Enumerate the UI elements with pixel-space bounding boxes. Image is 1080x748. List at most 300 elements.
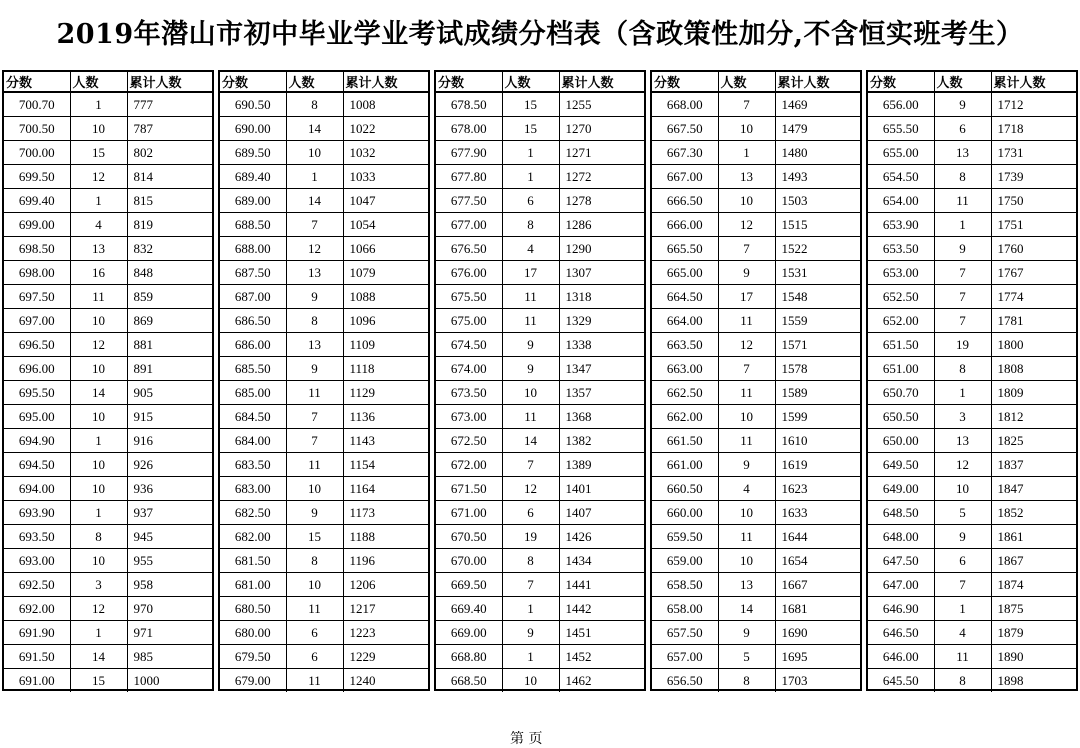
count-cell: 10	[286, 141, 343, 165]
score-cell: 646.90	[868, 597, 934, 621]
score-cell: 645.50	[868, 669, 934, 693]
cumulative-cell: 1096	[343, 309, 428, 333]
score-cell: 653.90	[868, 213, 934, 237]
count-cell: 12	[70, 333, 127, 357]
table-row	[652, 237, 860, 261]
score-cell: 670.00	[436, 549, 502, 573]
count-cell: 15	[286, 525, 343, 549]
count-cell: 1	[934, 213, 991, 237]
cumulative-cell: 1480	[775, 141, 860, 165]
cumulative-cell: 1196	[343, 549, 428, 573]
table-row	[4, 669, 212, 693]
table-row	[868, 117, 1076, 141]
cumulative-cell: 1760	[991, 237, 1076, 261]
score-cell: 695.50	[4, 381, 70, 405]
count-cell: 9	[718, 621, 775, 645]
score-cell: 655.50	[868, 117, 934, 141]
table-row	[436, 92, 644, 117]
cumulative-cell: 915	[127, 405, 212, 429]
cumulative-cell: 1240	[349, 672, 376, 688]
count-cell: 11	[286, 381, 343, 405]
score-cell: 676.50	[436, 237, 502, 261]
table-row	[436, 405, 644, 429]
score-cell: 691.00	[4, 669, 70, 693]
table-row	[220, 525, 428, 549]
count-cell: 1	[502, 645, 559, 669]
table-row	[4, 213, 212, 237]
score-cell: 672.00	[436, 453, 502, 477]
cumulative-cell: 1890	[991, 645, 1076, 669]
header-row	[4, 72, 212, 92]
table-row	[868, 621, 1076, 645]
header-count: 人数	[286, 72, 343, 92]
table-row	[220, 669, 428, 693]
cumulative-cell: 937	[127, 501, 212, 525]
cumulative-cell: 1118	[343, 357, 428, 381]
score-cell: 670.50	[436, 525, 502, 549]
count-cell: 10	[286, 477, 343, 501]
cumulative-cell: 1531	[775, 261, 860, 285]
count-cell: 11	[502, 309, 559, 333]
table-row	[652, 501, 860, 525]
score-cell: 653.50	[868, 237, 934, 261]
cumulative-cell: 1462	[565, 672, 592, 688]
cumulative-cell: 1522	[775, 237, 860, 261]
score-table	[220, 72, 428, 692]
score-cell: 650.50	[868, 405, 934, 429]
score-cell: 683.50	[220, 453, 286, 477]
count-cell: 7	[286, 213, 343, 237]
table-row	[868, 92, 1076, 117]
cumulative-cell: 1619	[775, 453, 860, 477]
table-row	[220, 165, 428, 189]
table-row	[868, 237, 1076, 261]
count-cell: 11	[502, 405, 559, 429]
table-row	[4, 381, 212, 405]
count-cell: 7	[718, 92, 775, 117]
count-cell: 11	[718, 381, 775, 405]
score-cell: 653.00	[868, 261, 934, 285]
table-row	[868, 333, 1076, 357]
header-cumulative: 累计人数	[127, 72, 212, 92]
score-cell: 654.50	[868, 165, 934, 189]
score-cell: 678.50	[436, 92, 502, 117]
count-cell: 13	[934, 429, 991, 453]
score-cell: 688.00	[220, 237, 286, 261]
table-row	[4, 357, 212, 381]
count-cell: 9	[286, 285, 343, 309]
count-cell: 10	[70, 309, 127, 333]
count-cell: 9	[502, 333, 559, 357]
table-row	[436, 621, 644, 645]
table-row	[4, 477, 212, 501]
count-cell: 11	[70, 285, 127, 309]
table-row	[652, 621, 860, 645]
score-cell: 654.00	[868, 189, 934, 213]
score-cell: 648.50	[868, 501, 934, 525]
count-cell: 1	[70, 429, 127, 453]
count-cell: 14	[286, 189, 343, 213]
score-cell: 663.00	[652, 357, 718, 381]
count-cell: 9	[934, 525, 991, 549]
header-cumulative: 累计人数	[991, 72, 1076, 92]
table-row	[652, 285, 860, 309]
header-cumulative: 累计人数	[559, 72, 644, 92]
score-cell: 688.50	[220, 213, 286, 237]
table-row	[652, 117, 860, 141]
score-cell: 698.00	[4, 261, 70, 285]
cumulative-cell: 814	[127, 165, 212, 189]
table-row	[652, 141, 860, 165]
cumulative-cell: 1800	[991, 333, 1076, 357]
cumulative-cell: 945	[127, 525, 212, 549]
score-cell: 694.50	[4, 453, 70, 477]
table-row	[868, 549, 1076, 573]
cumulative-cell: 1599	[775, 405, 860, 429]
cumulative-cell: 1739	[991, 165, 1076, 189]
table-row	[436, 573, 644, 597]
count-cell: 11	[934, 645, 991, 669]
table-row	[868, 309, 1076, 333]
cumulative-cell: 1875	[991, 597, 1076, 621]
cumulative-cell: 1847	[991, 477, 1076, 501]
count-cell: 15	[502, 92, 559, 117]
table-row	[220, 549, 428, 573]
table-row	[652, 669, 860, 693]
table-row	[4, 453, 212, 477]
table-row	[220, 92, 428, 117]
count-cell: 8	[70, 525, 127, 549]
cumulative-cell: 1272	[559, 165, 644, 189]
count-cell: 1	[286, 165, 343, 189]
count-cell: 11	[286, 669, 343, 693]
count-cell: 10	[502, 669, 559, 693]
table-row	[4, 309, 212, 333]
cumulative-cell: 1879	[991, 621, 1076, 645]
header-count: 人数	[718, 72, 775, 92]
cumulative-cell: 1206	[343, 573, 428, 597]
score-cell: 689.50	[220, 141, 286, 165]
cumulative-cell: 1382	[559, 429, 644, 453]
score-cell: 678.00	[436, 117, 502, 141]
count-cell: 10	[70, 549, 127, 573]
score-cell: 700.00	[4, 141, 70, 165]
table-row	[220, 237, 428, 261]
score-table-block-1	[2, 70, 214, 691]
score-cell: 665.50	[652, 237, 718, 261]
table-row	[868, 429, 1076, 453]
count-cell: 1	[934, 597, 991, 621]
count-cell: 9	[502, 621, 559, 645]
count-cell: 1	[718, 141, 775, 165]
table-row	[652, 453, 860, 477]
score-cell: 691.90	[4, 621, 70, 645]
count-cell: 19	[934, 333, 991, 357]
cumulative-cell: 1407	[559, 501, 644, 525]
count-cell: 17	[718, 285, 775, 309]
cumulative-cell: 1589	[775, 381, 860, 405]
score-cell: 662.50	[652, 381, 718, 405]
cumulative-cell: 1307	[559, 261, 644, 285]
score-table	[4, 72, 212, 692]
score-cell: 647.50	[868, 549, 934, 573]
score-cell: 694.90	[4, 429, 70, 453]
header-score: 分数	[436, 72, 502, 92]
count-cell: 10	[718, 405, 775, 429]
cumulative-cell: 1442	[559, 597, 644, 621]
score-cell: 686.50	[220, 309, 286, 333]
score-cell: 685.50	[220, 357, 286, 381]
score-cell: 677.90	[436, 141, 502, 165]
header-row	[868, 72, 1076, 92]
count-cell: 8	[286, 309, 343, 333]
header-score: 分数	[4, 72, 70, 92]
count-cell: 11	[502, 285, 559, 309]
score-cell: 697.00	[4, 309, 70, 333]
count-cell: 13	[70, 237, 127, 261]
score-cell: 667.30	[652, 141, 718, 165]
count-cell: 8	[286, 92, 343, 117]
table-row	[652, 92, 860, 117]
score-cell: 647.00	[868, 573, 934, 597]
count-cell: 13	[718, 573, 775, 597]
table-row	[4, 189, 212, 213]
cumulative-cell: 1451	[559, 621, 644, 645]
cumulative-cell: 1032	[343, 141, 428, 165]
count-cell: 1	[502, 597, 559, 621]
count-cell: 14	[70, 645, 127, 669]
cumulative-cell: 815	[127, 189, 212, 213]
table-row	[220, 189, 428, 213]
table-row	[220, 357, 428, 381]
table-row	[652, 213, 860, 237]
cumulative-cell: 1548	[775, 285, 860, 309]
table-row	[436, 189, 644, 213]
count-cell: 14	[718, 597, 775, 621]
score-table	[652, 72, 860, 692]
cumulative-cell: 1229	[343, 645, 428, 669]
table-row	[868, 285, 1076, 309]
cumulative-cell: 1751	[991, 213, 1076, 237]
score-cell: 650.00	[868, 429, 934, 453]
count-cell: 1	[70, 189, 127, 213]
cumulative-cell: 881	[127, 333, 212, 357]
count-cell: 6	[934, 117, 991, 141]
score-cell: 683.00	[220, 477, 286, 501]
count-cell: 10	[718, 501, 775, 525]
cumulative-cell: 905	[127, 381, 212, 405]
count-cell: 8	[718, 669, 775, 693]
page-number-footer: 第 页	[510, 731, 543, 747]
cumulative-cell: 1286	[559, 213, 644, 237]
score-cell: 650.70	[868, 381, 934, 405]
table-row	[652, 645, 860, 669]
count-cell: 10	[70, 117, 127, 141]
cumulative-cell: 1559	[775, 309, 860, 333]
count-cell: 1	[70, 621, 127, 645]
cumulative-cell: 1223	[343, 621, 428, 645]
score-cell: 695.00	[4, 405, 70, 429]
cumulative-cell: 1809	[991, 381, 1076, 405]
score-cell: 660.50	[652, 477, 718, 501]
score-cell: 674.50	[436, 333, 502, 357]
table-row	[436, 213, 644, 237]
score-cell: 677.80	[436, 165, 502, 189]
table-row	[436, 597, 644, 621]
score-cell: 696.50	[4, 333, 70, 357]
header-score: 分数	[652, 72, 718, 92]
table-row	[220, 285, 428, 309]
table-row	[868, 645, 1076, 669]
header-count: 人数	[934, 72, 991, 92]
cumulative-cell: 1129	[343, 381, 428, 405]
count-cell: 9	[502, 357, 559, 381]
count-cell: 9	[718, 453, 775, 477]
count-cell: 6	[286, 645, 343, 669]
count-cell: 7	[934, 309, 991, 333]
score-cell: 679.00	[220, 669, 286, 693]
score-cell: 648.00	[868, 525, 934, 549]
cumulative-cell: 971	[127, 621, 212, 645]
cumulative-cell: 1329	[559, 309, 644, 333]
table-row	[220, 645, 428, 669]
cumulative-cell: 1479	[775, 117, 860, 141]
table-row	[4, 501, 212, 525]
cumulative-cell: 1493	[775, 165, 860, 189]
cumulative-cell: 1503	[775, 189, 860, 213]
count-cell: 6	[502, 501, 559, 525]
score-cell: 668.80	[436, 645, 502, 669]
cumulative-cell: 1750	[991, 189, 1076, 213]
count-cell: 11	[286, 597, 343, 621]
cumulative-cell: 1136	[343, 405, 428, 429]
count-cell: 12	[286, 237, 343, 261]
count-cell: 12	[718, 213, 775, 237]
count-cell: 12	[70, 165, 127, 189]
table-row	[436, 429, 644, 453]
table-row	[436, 141, 644, 165]
table-row	[868, 213, 1076, 237]
score-cell: 665.00	[652, 261, 718, 285]
score-cell: 668.00	[652, 92, 718, 117]
cumulative-cell: 1781	[991, 309, 1076, 333]
table-row	[220, 141, 428, 165]
score-cell: 699.50	[4, 165, 70, 189]
score-cell: 686.00	[220, 333, 286, 357]
header-cumulative: 累计人数	[343, 72, 428, 92]
cumulative-cell: 1164	[343, 477, 428, 501]
score-cell: 651.50	[868, 333, 934, 357]
cumulative-cell: 1271	[559, 141, 644, 165]
count-cell: 10	[70, 357, 127, 381]
score-table-block-3	[434, 70, 646, 691]
table-row	[436, 357, 644, 381]
cumulative-cell: 1703	[781, 672, 808, 688]
table-row	[436, 381, 644, 405]
score-cell: 689.00	[220, 189, 286, 213]
cumulative-cell: 1578	[775, 357, 860, 381]
table-row	[220, 477, 428, 501]
table-row	[436, 117, 644, 141]
table-row	[868, 477, 1076, 501]
cumulative-cell: 1774	[991, 285, 1076, 309]
table-row	[4, 141, 212, 165]
score-cell: 692.00	[4, 597, 70, 621]
cumulative-cell: 958	[127, 573, 212, 597]
table-row	[220, 573, 428, 597]
cumulative-cell: 1469	[775, 92, 860, 117]
cumulative-cell: 1088	[343, 285, 428, 309]
count-cell: 13	[718, 165, 775, 189]
count-cell: 1	[502, 141, 559, 165]
table-row	[436, 165, 644, 189]
count-cell: 9	[718, 261, 775, 285]
count-cell: 1	[70, 92, 127, 117]
cumulative-cell: 1874	[991, 573, 1076, 597]
score-cell: 699.40	[4, 189, 70, 213]
count-cell: 4	[934, 621, 991, 645]
cumulative-cell: 1434	[559, 549, 644, 573]
score-cell: 690.00	[220, 117, 286, 141]
score-cell: 700.50	[4, 117, 70, 141]
score-cell: 687.50	[220, 261, 286, 285]
table-row	[652, 357, 860, 381]
table-row	[4, 405, 212, 429]
table-row	[4, 645, 212, 669]
score-cell: 681.50	[220, 549, 286, 573]
count-cell: 1	[70, 501, 127, 525]
count-cell: 9	[286, 501, 343, 525]
cumulative-cell: 926	[127, 453, 212, 477]
table-row	[652, 405, 860, 429]
count-cell: 5	[718, 645, 775, 669]
table-row	[868, 525, 1076, 549]
score-cell: 680.00	[220, 621, 286, 645]
cumulative-cell: 1644	[775, 525, 860, 549]
cumulative-cell: 1389	[559, 453, 644, 477]
table-row	[4, 573, 212, 597]
score-cell: 676.00	[436, 261, 502, 285]
score-cell: 651.00	[868, 357, 934, 381]
cumulative-cell: 916	[127, 429, 212, 453]
count-cell: 15	[70, 669, 127, 693]
count-cell: 11	[934, 189, 991, 213]
table-row	[868, 189, 1076, 213]
cumulative-cell: 819	[127, 213, 212, 237]
score-cell: 667.00	[652, 165, 718, 189]
count-cell: 10	[718, 189, 775, 213]
cumulative-cell: 1000	[133, 672, 160, 688]
header-score: 分数	[220, 72, 286, 92]
table-row	[4, 621, 212, 645]
score-cell: 669.50	[436, 573, 502, 597]
cumulative-cell: 832	[127, 237, 212, 261]
table-row	[220, 621, 428, 645]
table-row	[652, 309, 860, 333]
count-cell: 12	[718, 333, 775, 357]
cumulative-cell: 869	[127, 309, 212, 333]
table-row	[220, 117, 428, 141]
cumulative-cell: 1033	[343, 165, 428, 189]
cumulative-cell: 1270	[559, 117, 644, 141]
score-cell: 658.50	[652, 573, 718, 597]
count-cell: 10	[286, 573, 343, 597]
cumulative-cell: 1426	[559, 525, 644, 549]
table-row	[4, 237, 212, 261]
score-cell: 673.00	[436, 405, 502, 429]
count-cell: 6	[934, 549, 991, 573]
cumulative-cell: 1623	[775, 477, 860, 501]
